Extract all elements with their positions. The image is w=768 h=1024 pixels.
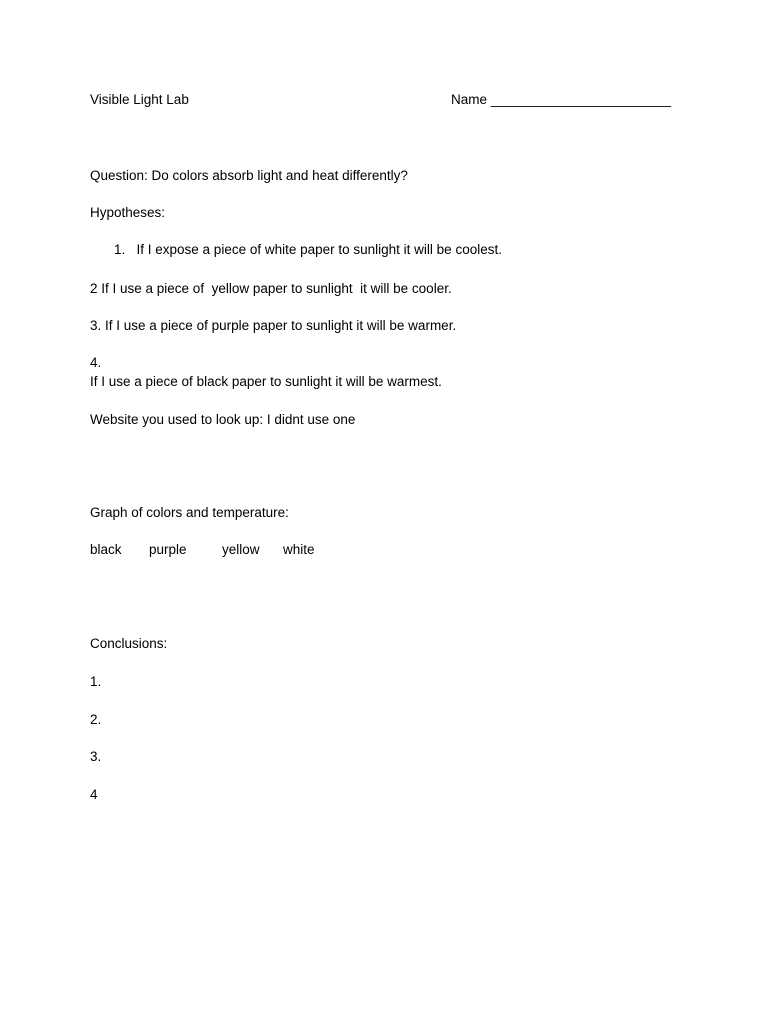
graph-label-white: white [283, 542, 315, 557]
hypothesis-4-text: If I use a piece of black paper to sunlight it will be warmest. [90, 374, 442, 389]
graph-heading: Graph of colors and temperature: [90, 505, 289, 520]
website-text: Website you used to look up: I didnt use one [90, 412, 356, 427]
conclusion-2: 2. [90, 712, 102, 727]
hypothesis-3: 3. If I use a piece of purple paper to sunlight it will be warmer. [90, 318, 457, 333]
name-field-label: Name ________________________ [451, 92, 671, 107]
graph-label-black: black [90, 542, 122, 557]
graph-label-purple: purple [149, 542, 187, 557]
conclusion-4: 4 [90, 787, 98, 802]
question-text: Question: Do colors absorb light and heat differently? [90, 168, 408, 183]
graph-label-yellow: yellow [222, 542, 260, 557]
conclusions-heading: Conclusions: [90, 636, 168, 651]
conclusion-1: 1. [90, 674, 102, 689]
conclusion-3: 3. [90, 749, 102, 764]
hypothesis-4-number: 4. [90, 355, 102, 370]
hypothesis-1: 1. If I expose a piece of white paper to sunlight it will be coolest. [114, 242, 502, 257]
hypotheses-heading: Hypotheses: [90, 205, 166, 220]
worksheet-title: Visible Light Lab [90, 92, 189, 107]
hypothesis-2: 2 If I use a piece of yellow paper to sunlight it will be cooler. [90, 281, 452, 296]
